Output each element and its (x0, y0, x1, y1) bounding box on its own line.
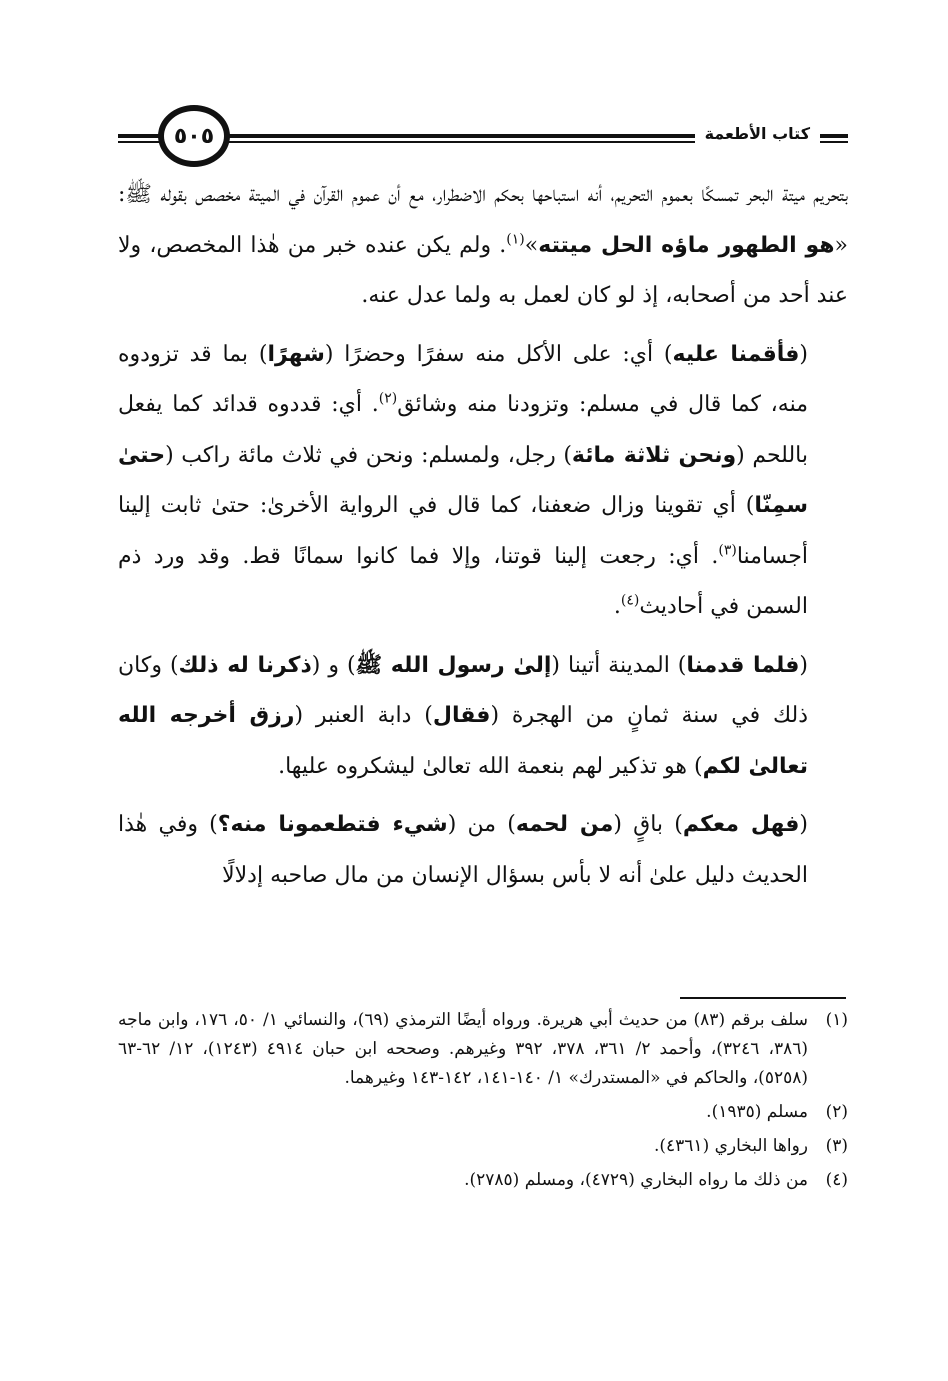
header-rule-left-thin (118, 141, 162, 143)
paragraph: (فأقمنا عليه) أي: على الأكل منه سفرًا وحضرًا (شهرًا) بما قد تزودوه منه، كما قال في مسلم: وتزودنا منه وشائق$^{(٢)}$. أي: قددوه قدائد كما يفعل باللحم (ونحن ثلاثة مائة) رجل، ولمسلم: ونحن في ثلاث مائة راكب (حتىٰ سمِنّا) أي تقوينا وزال ضعفنا، كما قال في الرواية الأخرىٰ: حتىٰ ثابت إلينا أجسامنا$^{(٣)}$. أي: رجعت إلينا قوتنا، وإلا فما كانوا سمانًا قط. وقد ورد ذم السمن في أحاديث$^{(٤)}$. (118, 341, 808, 619)
header-rule-left-thick (118, 134, 162, 138)
main-text (118, 170, 848, 901)
page-header (118, 100, 848, 170)
footnote-text: رواها البخاري (٤٣٦١). (653, 1136, 808, 1156)
footnote-mark: (٣) (825, 1136, 848, 1156)
paragraph: (فهل معكم) باقٍ (من لحمه) من (شيء فتطعمونا منه؟) وفي هٰذا الحديث دليل علىٰ أنه لا بأس بسؤال الإنسان من مال صاحبه إدلالًا (118, 812, 808, 888)
page-number: ٥٠٥ (158, 105, 230, 167)
footnote (118, 1006, 848, 1093)
footnote-text: مسلم (١٩٣٥). (706, 1102, 808, 1122)
footnote (118, 1166, 848, 1195)
paragraph: (فلما قدمنا) المدينة أتينا (إلىٰ رسول الله ﷺ) و (ذكرنا له ذلك) وكان ذلك في سنة ثمانٍ من الهجرة (فقال) دابة العنبر (رزق أخرجه الله تعالىٰ لكم) هو تذكير لهم بنعمة الله تعالىٰ ليشكروه عليها. (118, 652, 809, 779)
footnote (118, 1132, 848, 1161)
footnote-text: من ذلك ما رواه البخاري (٤٧٢٩)، ومسلم (٢٧٨٥). (464, 1170, 808, 1190)
footnote-mark: (١) (825, 1010, 848, 1030)
running-title: كتاب الأطعمة (695, 124, 820, 143)
footnote-mark: (٤) (825, 1170, 848, 1190)
footnote-text: سلف برقم (٨٣) من حديث أبي هريرة. ورواه أيضًا الترمذي (٦٩)، والنسائي ١/ ٥٠، ١٧٦، وابن ماجه (٣٨٦، ٣٢٤٦)، وأحمد ٢/ ٣٦١، ٣٧٨، ٣٩٢ وغيرهم. وصححه ابن حبان ٤٩١٤ (١٢٤٣)، ١٢/ ٦٢-٦٣ (٥٢٥٨)، والحاكم في «المستدرك» ١/ ١٤٠-١٤١، ١٤٢-١٤٣ وغيرهما. (118, 1010, 808, 1088)
footnote-mark: (٢) (825, 1102, 848, 1122)
footnote (118, 1098, 848, 1127)
footnote-separator (680, 997, 846, 999)
footnotes (118, 1006, 848, 1200)
paragraph: بتحريم ميتة البحر تمسكًا بعموم التحريم، أنه استباحها بحكم الاضطرار، مع أن عموم القرآن في الميتة مخصص بقوله ﷺ: «هو الطهور ماؤه الحل ميتته»$^{(١)}$. ولم يكن عنده خبر من هٰذا المخصص، ولا عند أحد من أصحابه، إذ لو كان لعمل به ولما عدل عنه. (118, 182, 848, 308)
